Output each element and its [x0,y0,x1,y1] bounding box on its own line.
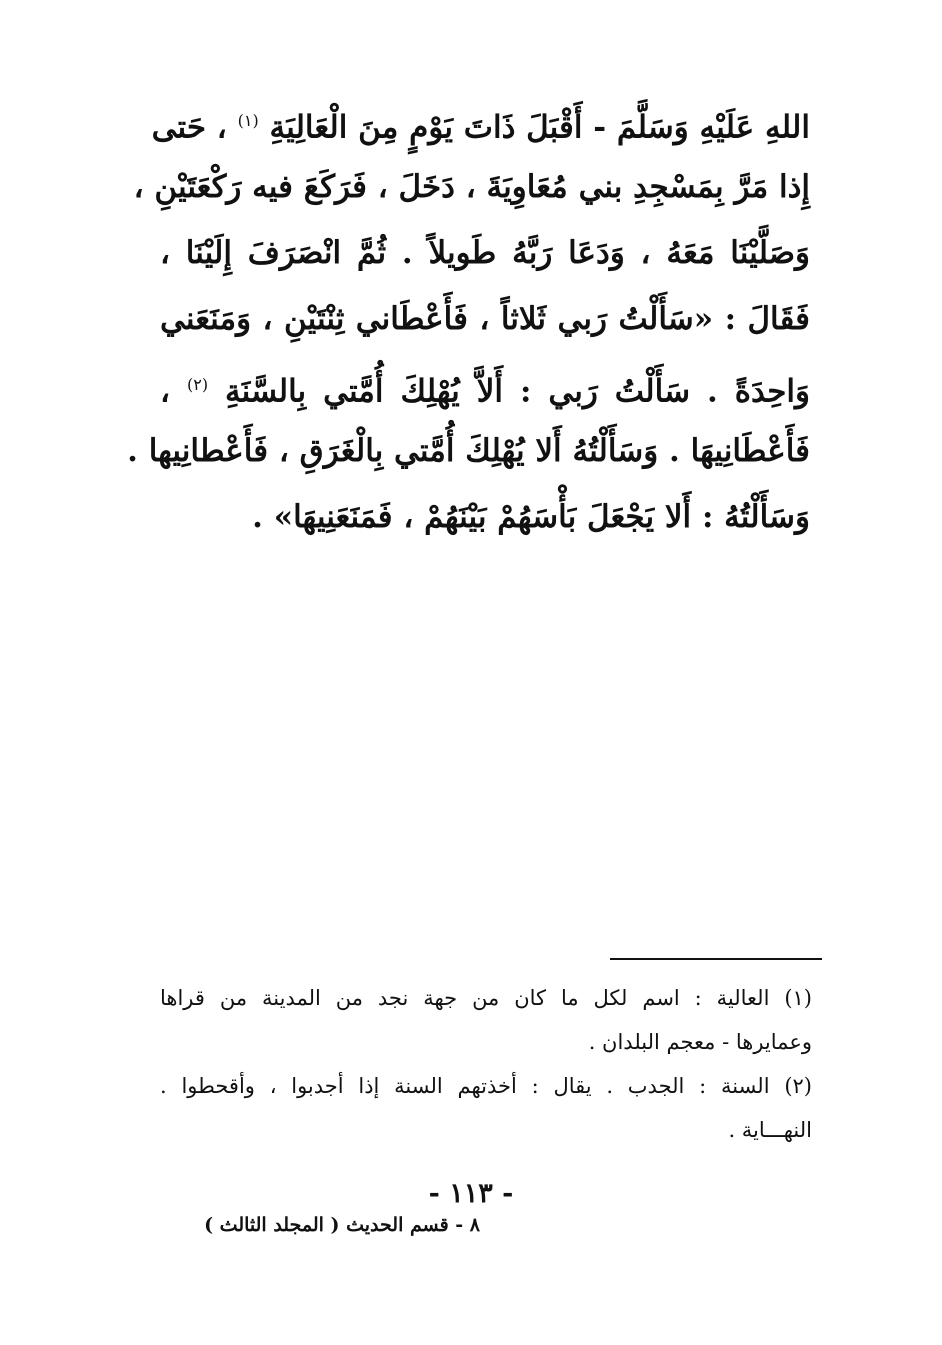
printer-signature: ٨ - قسم الحديث ( المجلد الثالث ) [204,1214,480,1236]
body-line-6: فَأَعْطَانِيهَا . وَسَأَلْتُهُ أَلا يُهْلِكَ أُمَّتي بِالْغَرَقِ ، فَأَعْطانِيها . [127,433,810,469]
footnote-ref-1[interactable]: (١) [237,111,259,130]
main-text-block [127,88,810,550]
body-line-5-text: وَاحِدَةً . سَأَلْتُ رَبي : أَلاَّ يُهْلِكَ أُمَّتي بِالسَّنَةِ [225,373,810,410]
footnote-ref-2[interactable]: (٢) [186,375,209,394]
body-line-5 [160,352,810,418]
body-line-1-tail: ، حَتى [151,109,227,146]
footnote-divider [610,958,822,960]
footnotes-block [160,976,812,1152]
body-line-3: وَصَلَّيْنَا مَعَهُ ، وَدَعَا رَبَّهُ طَويلاً . ثُمَّ انْصَرَفَ إِلَيْنَا ، [160,235,810,271]
body-line-1 [151,88,810,154]
page-number: - ١١٣ - [428,1178,514,1209]
body-line-2: إِذا مَرَّ بِمَسْجِدِ بني مُعَاوِيَةَ ، دَخَلَ ، فَرَكَعَ فيه رَكْعَتَيْنِ ، [133,169,810,205]
footnote-1-line-2: وعمايرها - معجم البلدان . [588,1030,812,1054]
body-line-5-tail: ، [160,373,171,410]
body-line-4: فَقَالَ : «سَأَلْتُ رَبي ثَلاثاً ، فَأَعْطَاني ثِنْتَيْنِ ، وَمَنَعَني [160,301,810,337]
body-line-1-text: اللهِ عَلَيْهِ وَسَلَّمَ - أَقْبَلَ ذَاتَ يَوْمٍ مِنَ الْعَالِيَةِ [269,109,810,146]
footnote-1-line-1: (١) العالية : اسم لكل ما كان من جهة نجد من المدينة من قراها [160,986,812,1010]
footnote-2-line-1: (٢) السنة : الجدب . يقال : أخذتهم السنة إذا أجدبوا ، وأقحطوا . [160,1074,812,1098]
body-line-7: وَسَأَلْتُهُ : أَلا يَجْعَلَ بَأْسَهُمْ بَيْنَهُمْ ، فَمَنَعَنِيهَا» . [252,499,810,535]
footnote-2-line-2: النهـــاية . [728,1118,812,1142]
